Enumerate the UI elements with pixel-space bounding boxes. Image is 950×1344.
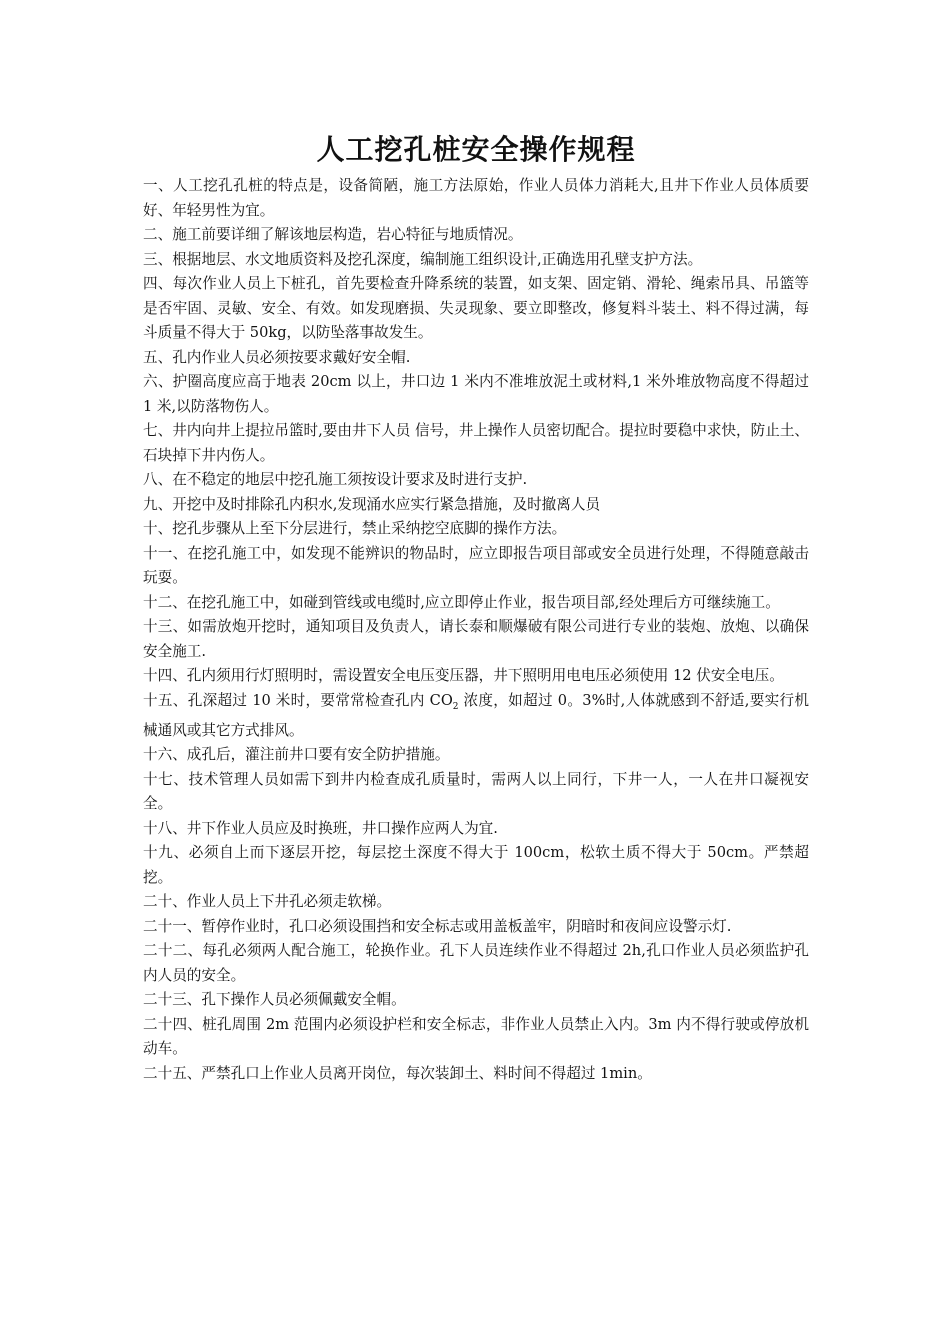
rule-item: 十三、如需放炮开挖时，通知项目及负责人，请长泰和顺爆破有限公司进行专业的装炮、放炮、以确保安全施工. — [143, 618, 809, 660]
rule-item: 三、根据地层、水文地质资料及挖孔深度，编制施工组织设计,正确选用孔壁支护方法。 — [143, 250, 703, 268]
rule-item: 五、孔内作业人员必须按要求戴好安全帽. — [143, 348, 411, 366]
rule-item: 六、护圈高度应高于地表 20cm 以上，井口边 1 米内不准堆放泥土或材料,1 米外堆放物高度不得超过 1 米,以防落物伤人。 — [143, 373, 809, 415]
rule-item: 十、挖孔步骤从上至下分层进行，禁止采纳挖空底脚的操作方法。 — [143, 520, 567, 537]
rule-item: 十二、在挖孔施工中，如碰到管线或电缆时,应立即停止作业，报告项目部,经处理后方可继续施工。 — [143, 593, 780, 611]
rule-item: 二十一、暂停作业时，孔口必须设围挡和安全标志或用盖板盖牢，阴暗时和夜间应设警示灯. — [143, 917, 732, 935]
rule-item: 十一、在挖孔施工中，如发现不能辨识的物品时，应立即报告项目部或安全员进行处理，不得随意敲击玩耍。 — [143, 544, 809, 586]
document-page — [143, 128, 809, 1086]
rule-15-text-before: 十五、孔深超过 10 米时，要常常检查孔内 — [143, 691, 430, 709]
rule-item: 四、每次作业人员上下桩孔，首先要检查升降系统的装置，如支架、固定销、滑轮、绳索吊具、吊篮等是否牢固、灵敏、安全、有效。如发现磨损、失灵现象、要立即整改，修复料斗装土、料不得过满，每斗质量不得大于 50kg，以防坠落事故发生。 — [143, 275, 809, 341]
rule-item: 二十三、孔下操作人员必须佩戴安全帽。 — [143, 991, 406, 1009]
rule-item: 九、开挖中及时排除孔内积水,发现涌水应实行紧急措施，及时撤离人员 — [143, 495, 601, 513]
co2-main: CO — [429, 691, 453, 709]
rule-item: 二十四、桩孔周围 2m 范围内必须设护栏和安全标志，非作业人员禁止入内。3m 内不得行驶或停放机动车。 — [143, 1015, 809, 1058]
rule-item: 十八、井下作业人员应及时换班，井口操作应两人为宜. — [143, 819, 498, 837]
rule-item: 七、井内向井上提拉吊篮时,要由井下人员 信号，井上操作人员密切配合。提拉时要稳中求快，防止土、石块掉下井内伤人。 — [143, 422, 810, 464]
rule-item: 二十五、严禁孔口上作业人员离开岗位，每次装卸土、料时间不得超过 1min。 — [143, 1064, 652, 1082]
rule-item: 十九、必须自上而下逐层开挖，每层挖土深度不得大于 100cm，松软土质不得大于 50cm。严禁超挖。 — [143, 844, 809, 886]
rule-item: 十七、技术管理人员如需下到井内检查成孔质量时，需两人以上同行，下井一人，一人在井口凝视安全。 — [143, 770, 809, 813]
rule-15-text-after: 浓度，如超过 0。3%时,人体就感到不舒适,要实行机械通风或其它方式排风。 — [143, 691, 809, 739]
co2-subscript: 2 — [452, 701, 459, 712]
rule-item: 二十、作业人员上下井孔必须走软梯。 — [143, 893, 392, 911]
rule-item: 十六、成孔后，灌注前井口要有安全防护措施。 — [143, 746, 450, 764]
rule-item-15 — [143, 689, 809, 744]
rule-item: 二十二、每孔必须两人配合施工，轮换作业。孔下人员连续作业不得超过 2h,孔口作业人员必须监护孔内人员的安全。 — [143, 942, 809, 984]
rule-item: 十四、孔内须用行灯照明时，需设置安全电压变压器，井下照明用电电压必须使用 12 伏安全电压。 — [143, 667, 784, 684]
rule-item: 八、在不稳定的地层中挖孔施工须按设计要求及时进行支护. — [143, 471, 528, 488]
document-title: 人工挖孔桩安全操作规程 — [316, 133, 636, 166]
rule-item: 一、人工挖孔孔桩的特点是，设备简陋，施工方法原始，作业人员体力消耗大,且井下作业人员体质要好、年轻男性为宜。 — [143, 177, 809, 219]
co2-formula — [429, 691, 459, 712]
rule-item: 二、施工前要详细了解该地层构造，岩心特征与地质情况。 — [143, 226, 523, 243]
rule-list — [143, 174, 809, 1086]
